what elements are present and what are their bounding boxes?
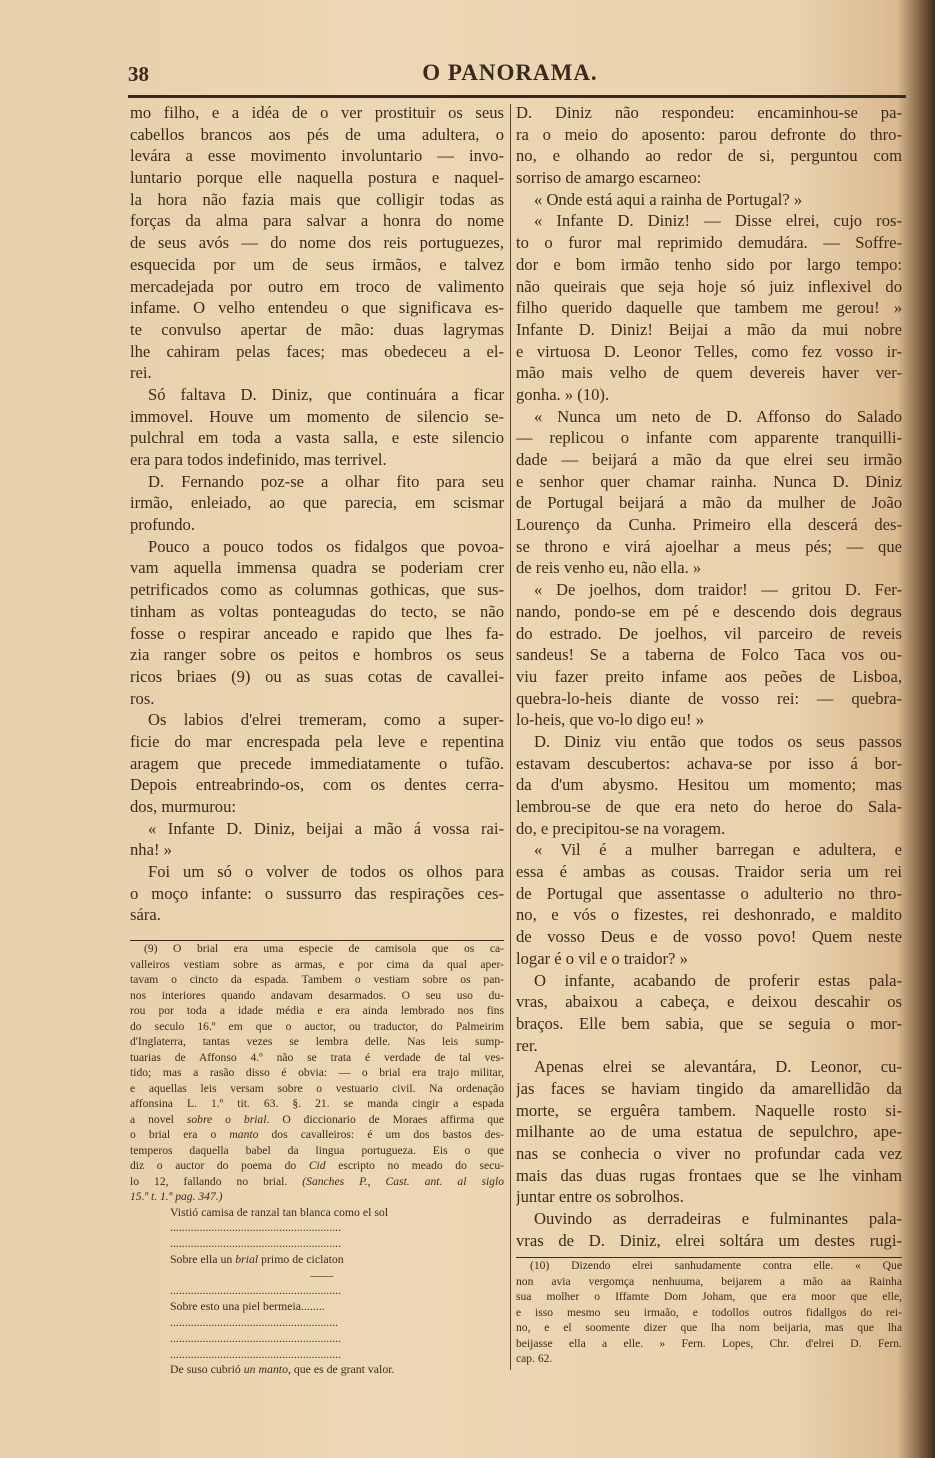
text-line: sára.	[130, 905, 161, 925]
text-line: Só faltava D. Diniz, que continuára a ficar	[148, 384, 504, 404]
left-column	[130, 102, 504, 926]
poem-line: ——	[310, 1267, 334, 1282]
text-line: forças da alma para salvar a honra do nome	[130, 211, 504, 231]
paragraph	[130, 536, 504, 710]
text-line: rer.	[516, 1035, 538, 1055]
text-line: no, e olhando ao redor de si, perguntou com	[516, 146, 902, 166]
text-line: braços. Elle bem sabia, que se seguia o mor-	[516, 1013, 902, 1033]
column-divider	[510, 104, 511, 1370]
poem-line	[130, 1252, 504, 1268]
text-line: lembrou-se de que era neto do heroe do Sala-	[516, 797, 902, 816]
text-line: de Portugal que assentasse o adulterio no thro-	[516, 883, 902, 903]
text-line: pulchral em toda a vasta salla, e este silencio	[130, 428, 504, 448]
text-segment: escripto no meado do secu-	[325, 1159, 504, 1172]
footnote-line: tavam o cincto da espada. Tambem o vestiam sobre os pan-	[130, 973, 504, 986]
text-line: sandeus! Se a taberna de Folco Taca vos ou-	[516, 645, 902, 665]
text-line: vras de D. Diniz, elrei soltára um destes rugi-	[516, 1230, 902, 1250]
footnote-line: e aquellas leis versam sobre o vestuario civil. Na ordenação	[130, 1081, 504, 1095]
paragraph	[130, 471, 504, 536]
text-line: rei.	[130, 363, 152, 383]
footnote-line: non avia vergomça nenhuuma, beijarem a mão aa Rainha	[516, 1274, 902, 1288]
text-line: « Nunca um neto de D. Affonso do Salado	[534, 406, 902, 426]
text-line: do, e precipitou-se na voragem.	[516, 818, 726, 838]
text-line: juntar entre os sobrolhos.	[516, 1187, 684, 1207]
text-line: jas faces se haviam tingido da amarellidão da	[516, 1078, 902, 1098]
text-line: dor e bom irmão tenho sido por largo tempo:	[516, 254, 902, 274]
text-segment: diz o auctor do poema do	[130, 1159, 309, 1172]
text-line: Ouvindo as derradeiras e fulminantes pala-	[534, 1209, 902, 1229]
text-line: dade — beijará a mão da que elrei seu irmão	[516, 450, 902, 469]
footnote-line: tuarias de Affonso 4.º não se trata é verdade de tal ves-	[130, 1050, 504, 1064]
poem-line: ..........................................................	[170, 1236, 342, 1251]
text-line: cabellos brancos aos pés de uma adultera, o	[130, 124, 504, 144]
text-segment: primo de ciclaton	[258, 1251, 344, 1266]
text-line: se throno e virá ajoelhar a meus pés; — que	[516, 536, 902, 556]
text-segment: o brial era o	[130, 1128, 230, 1141]
footnote-line	[130, 1174, 504, 1190]
text-line: vam aquella immensa quadra se poderiam crer	[130, 558, 504, 578]
text-line: Depois entreabrindo-os, com os dentes cerra-	[130, 775, 504, 795]
footnote-line: (10) Dizendo elrei sanhudamente contra elle. « Que	[530, 1259, 902, 1272]
text-line: essa é ambas as cousas. Traidor seria um rei	[516, 862, 902, 882]
poem-line: ..........................................................	[170, 1330, 342, 1345]
text-line: luntario porque elle naquella postura e naquel-	[130, 168, 504, 188]
text-line: aragem que precede immediatamente o tufão.	[130, 753, 504, 773]
text-line: lo-heis, que vo-lo digo eu! »	[516, 710, 705, 730]
text-line: D. Diniz não respondeu: encaminhou-se pa-	[516, 103, 902, 122]
text-line: to o furor mal reprimido demudára. — Soffre-	[516, 233, 902, 253]
poem-line: .........................................................	[170, 1315, 339, 1330]
text-line: era para todos indefinido, mas terrivel.	[130, 450, 387, 469]
footnote-line: (9) O brial era uma especie de camisola que os ca-	[144, 942, 504, 955]
text-line: de reis venho eu, não ella. »	[516, 558, 702, 578]
poem-line: ..........................................................	[170, 1220, 342, 1235]
text-line: da d'um abysmo. Hesitou um momento; mas	[516, 775, 902, 795]
text-line: Infante D. Diniz! Beijai a mão da mui nobre	[516, 319, 902, 339]
paragraph	[130, 384, 504, 471]
text-line: fosse o respirar anceado e rapido que lhes fa-	[130, 623, 504, 643]
paragraph	[130, 102, 504, 384]
poem-line: Sobre esto una piel bermeia........	[170, 1299, 325, 1314]
paragraph	[130, 861, 504, 926]
text-line: vras, abaixou a cabeça, e deixou descahir os	[516, 992, 902, 1012]
italic-text: manto	[229, 1128, 259, 1141]
text-line: lhe cahiram pelas faces; mas obedeceu a el-	[130, 341, 504, 361]
paragraph	[516, 970, 902, 1057]
text-line: petrificados como as columnas gothicas, que sus-	[130, 580, 504, 600]
footnote-line: do seculo 16.º em que o auctor, ou traductor, do Palmeirim	[130, 1019, 504, 1033]
text-line: immovel. Houve um momento de silencio se-	[130, 406, 504, 426]
text-line: o moço infante: o sussurro das respirações ces-	[130, 883, 504, 903]
text-line: logar é o vil e o traidor? »	[516, 948, 688, 968]
page-number: 38	[128, 62, 149, 86]
poem-line	[130, 1362, 504, 1378]
text-line: dos, murmurou:	[130, 797, 237, 816]
footnote-line	[130, 1189, 504, 1205]
text-line: morte, se erguêra tambem. Naquelle rosto si-	[516, 1100, 902, 1120]
footnote-line: valleiros vestiam sobre as armas, e por cima da qual aper-	[130, 957, 504, 971]
text-line: sorriso de amargo escarneo:	[516, 168, 702, 188]
text-line: filho querido daquelle que tambem me gerou! »	[516, 298, 902, 318]
text-segment: lo 12, fallando no brial.	[130, 1174, 303, 1188]
footnote-line: nos interiores quando andavam desarmados. O seu uso du-	[130, 988, 504, 1002]
text-segment: . O diccionario de Moraes affirma que	[266, 1112, 504, 1126]
text-line: ricos briaes (9) ou as suas cotas de cavallei-	[130, 666, 504, 686]
text-line: ra o meio do aposento: parou defronte do thro-	[516, 124, 902, 144]
footnote-line: e isso mesmo seu irmaão, e todollos outros fidallgos do rei-	[516, 1305, 902, 1319]
paragraph	[130, 709, 504, 817]
text-line: no, e vós o fizestes, rei deshonrado, e maldito	[516, 905, 902, 925]
paragraph	[516, 406, 902, 580]
poem-line: Vistió camisa de ranzal tan blanca como el sol	[170, 1204, 389, 1219]
footnote-line	[130, 1158, 504, 1174]
italic-text: Cid	[308, 1159, 326, 1172]
text-line: milhante ao de uma estatua de sepulchro, ape-	[516, 1122, 902, 1142]
text-line: de vosso Deus e de vosso povo! Quem neste	[516, 927, 902, 947]
text-line: levára a esse movimento involuntario — invo-	[130, 146, 504, 166]
text-line: do estrado. De joelhos, vil parceiro de reveis	[516, 623, 902, 643]
footnote-9	[130, 940, 504, 1378]
text-line: « De joelhos, dom traidor! — gritou D. Fer-	[534, 580, 902, 600]
text-line: nha! »	[130, 840, 172, 860]
text-line: « Vil é a mulher barregan e adultera, e	[534, 840, 902, 860]
italic-text: (Sanches P., Cast. ant. al siglo	[302, 1174, 504, 1188]
text-line: ros.	[130, 688, 155, 708]
footnote-line: rou por toda a idade média e era ainda lembrado nos fins	[130, 1004, 504, 1017]
text-line: Apenas elrei se alevantára, D. Leonor, cu-	[534, 1057, 902, 1077]
text-line: gonha. » (10).	[516, 384, 610, 404]
text-line: mercadejada por outro em troco de valimento	[130, 276, 504, 296]
text-segment: Sobre ella un	[170, 1251, 236, 1266]
paragraph	[516, 839, 902, 969]
text-line: — replicou o infante com apparente tranquilli-	[516, 428, 902, 448]
italic-text: un manto	[243, 1362, 288, 1377]
text-line: mão mais velho de quem devereis haver ver-	[516, 363, 902, 383]
italic-text: sobre o brial	[186, 1112, 267, 1126]
text-line: viu fazer preito infame aos peões de Lisboa,	[516, 666, 902, 686]
footnote-line: tido; mas a rasão disso é obvia: — o brial era trajo militar,	[130, 1066, 504, 1079]
text-line: e senhor quer chamar rainha. Nunca D. Diniz	[516, 471, 902, 491]
text-line: Foi um só o volver de todos os olhos para	[148, 862, 504, 882]
paragraph	[516, 731, 902, 839]
footnote-line	[130, 1127, 504, 1143]
footnote-line: cap. 62.	[516, 1352, 553, 1365]
text-line: Pouco a pouco todos os fidalgos que povoa-	[148, 536, 504, 556]
poem-line: ..........................................................	[170, 1346, 342, 1361]
italic-text: brial	[235, 1251, 259, 1266]
text-line: « Infante D. Diniz! — Disse elrei, cujo ros-	[534, 211, 902, 231]
text-segment: De suso cubrió	[170, 1362, 244, 1377]
text-line: nas se conhecia o viver no profundar cada vez	[516, 1144, 902, 1163]
paragraph	[516, 189, 902, 211]
text-line: D. Diniz viu então que todos os seus passos	[534, 731, 902, 751]
text-line: irmão, enleiado, ao que parecia, em scismar	[130, 493, 504, 513]
text-line: Lourenço da Cunha. Primeiro ella descerá des-	[516, 515, 902, 535]
text-line: mo filho, e a idéa de o ver prostituir os seus	[130, 103, 504, 122]
paragraph	[130, 818, 504, 861]
text-line: não queirais que seja hoje só juiz inflexivel do	[516, 276, 902, 296]
text-line: Os labios d'elrei tremeram, como a super-	[148, 710, 504, 730]
text-line: zia ranger sobre os peitos e hombros os seus	[130, 645, 504, 665]
italic-text: 15.º t. 1.º pag. 347.)	[130, 1190, 223, 1203]
text-line: de seus avós — do nome dos reis portuguezes,	[130, 233, 504, 253]
text-segment: dos cavalleiros: é um dos bastos des-	[258, 1128, 504, 1141]
text-line: esquecida por um de seus irmãos, e talvez	[130, 254, 504, 274]
footnote-line: no, e el soomente dizer que lha nom beijaria, mas que lha	[516, 1321, 902, 1334]
footnote-line	[130, 1112, 504, 1128]
text-line: O infante, acabando de proferir estas pala-	[534, 970, 902, 990]
text-line: profundo.	[130, 515, 195, 535]
text-segment: a novel	[130, 1112, 187, 1126]
text-line: infame. O velho entendeu o que significava es-	[130, 298, 504, 318]
text-segment: , que es de grant valor.	[287, 1362, 395, 1377]
footnote-line: temperos daquella babel da lingua portugueza. Eis o que	[130, 1143, 504, 1157]
text-line: « Onde está aqui a rainha de Portugal? »	[534, 189, 803, 209]
text-line: e virtuosa D. Leonor Telles, como fez vosso ir-	[516, 341, 902, 361]
paragraph	[516, 1208, 902, 1251]
paragraph	[516, 102, 902, 189]
footnote-line: d'Inglaterra, tantas vezes se lembra delle. Nas leis sump-	[130, 1035, 504, 1048]
text-line: ficie do mar encrespada pela leve e repentina	[130, 731, 504, 751]
text-line: tinham as voltas ponteagudas do tecto, se não	[130, 601, 504, 621]
footnote-line: sua molher o Iffamte Dom Joham, que era moor que elle,	[516, 1290, 902, 1303]
right-column	[516, 102, 902, 1251]
text-line: quebra-lo-heis diante de vosso rei: — quebra-	[516, 688, 902, 708]
paragraph	[516, 210, 902, 405]
text-line: mais das duas rugas frontaes que se lhe vinham	[516, 1165, 902, 1185]
footnote-line: beijasse ella a elle. » Fern. Lopes, Chr. d'elrei D. Fern.	[516, 1336, 902, 1350]
journal-title: O PANORAMA.	[422, 60, 598, 85]
text-line: « Infante D. Diniz, beijai a mão á vossa rai-	[148, 818, 504, 838]
text-line: te convulso apertar de mão: duas lagrymas	[130, 319, 504, 339]
poem-line: ..........................................................	[170, 1283, 342, 1298]
text-line: de Portugal beijará a mão da mulher de João	[516, 493, 902, 513]
text-line: D. Fernando poz-se a olhar fito para seu	[148, 471, 504, 491]
paragraph	[516, 579, 902, 731]
footnote-10	[516, 1257, 902, 1367]
paragraph	[516, 1056, 902, 1208]
text-line: estavam descubertos: achava-se por isso á bor-	[516, 753, 902, 773]
header-rule	[128, 95, 906, 98]
text-line: la hora não fazia mais que colligir todas as	[130, 189, 504, 209]
footnote-line: affonsina L. 1.º tit. 63. §. 21. se manda cingir a espada	[130, 1097, 504, 1110]
text-line: nando, pondo-se em pé e descendo dois degraus	[516, 601, 902, 621]
